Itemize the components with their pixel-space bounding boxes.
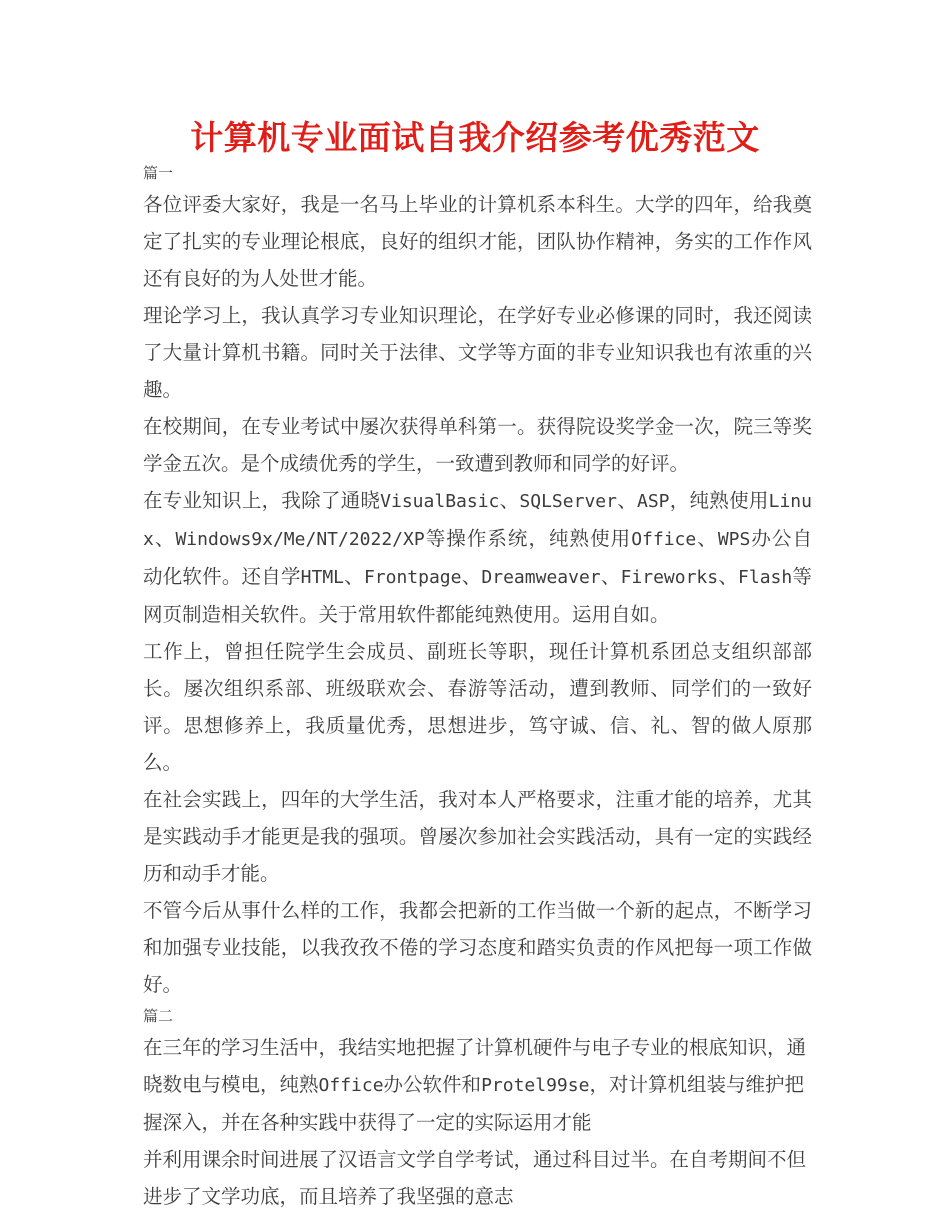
latin-run: WPS [717,529,751,550]
latin-run: Linux [143,491,812,550]
latin-run: Office [318,1075,384,1096]
paragraph: 在校期间，在专业考试中屡次获得单科第一。获得院设奖学金一次，院三等奖学金五次。是个成绩优秀的学生，一致遭到教师和同学的好评。 [143,415,812,475]
latin-run: ASP [637,491,670,512]
section-marker-2: 篇二 [143,1007,174,1025]
section-marker-1: 篇一 [143,164,174,182]
page-top-spacer [0,0,950,116]
latin-run: Fireworks [620,567,719,588]
paragraph: 工作上，曾担任院学生会成员、副班长等职，现任计算机系团总支组织部部长。屡次组织系部、班级联欢会、春游等活动，遭到教师、同学们的一致好评。思想修养上，我质量优秀，思想进步，笃守诚、信、礼、智的做人原那么。 [143,640,812,774]
latin-run: HTML [300,567,345,588]
latin-run: Office [631,529,697,550]
latin-run: VisualBasic [380,491,500,512]
paragraph: 在三年的学习生活中，我结实地把握了计算机硬件与电子专业的根底知识，通晓数电与模电，纯熟Office办公软件和Protel99se，对计算机组装与维护把握深入，并在各种实践中获得了一定的实际运用才能 [143,1036,807,1134]
paragraph: 不管今后从事什么样的工作，我都会把新的工作当做一个新的起点，不断学习和加强专业技能，以我孜孜不倦的学习态度和踏实负责的作风把每一项工作做好。 [143,899,812,996]
latin-run: Windows9x/Me/NT/2022/XP [175,529,425,550]
latin-run: Frontpage [363,567,462,588]
paragraph: 在专业知识上，我除了通晓VisualBasic、SQLServer、ASP，纯熟使用Linux、Windows9x/Me/NT/2022/XP等操作系统，纯熟使用Office、WPS办公自动化软件。还自学HTML、Frontpage、Dreamweaver、Fireworks、Flash等网页制造相关软件。关于常用软件都能纯熟使用。运用自如。 [143,489,812,626]
paragraph: 各位评委大家好，我是一名马上毕业的计算机系本科生。大学的四年，给我奠定了扎实的专业理论根底，良好的组织才能，团队协作精神，务实的工作作风还有良好的为人处世才能。 [143,193,812,290]
latin-run: Flash [738,567,793,588]
latin-run: SQLServer [519,491,617,512]
document-body [0,160,950,1215]
paragraph: 并利用课余时间进展了汉语言文学自学考试，通过科目过半。在自考期间不但进步了文学功底，而且培养了我坚强的意志 [143,1148,807,1208]
paragraph: 理论学习上，我认真学习专业知识理论，在学好专业必修课的同时，我还阅读了大量计算机书籍。同时关于法律、文学等方面的非专业知识我也有浓重的兴趣。 [143,304,812,401]
latin-run: Dreamweaver [481,567,601,588]
page-title: 计算机专业面试自我介绍参考优秀范文 [190,118,760,157]
latin-run: Protel99se [481,1075,590,1096]
paragraph: 在社会实践上，四年的大学生活，我对本人严格要求，注重才能的培养，尤其是实践动手才能更是我的强项。曾屡次参加社会实践活动，具有一定的实践经历和动手才能。 [143,788,812,885]
